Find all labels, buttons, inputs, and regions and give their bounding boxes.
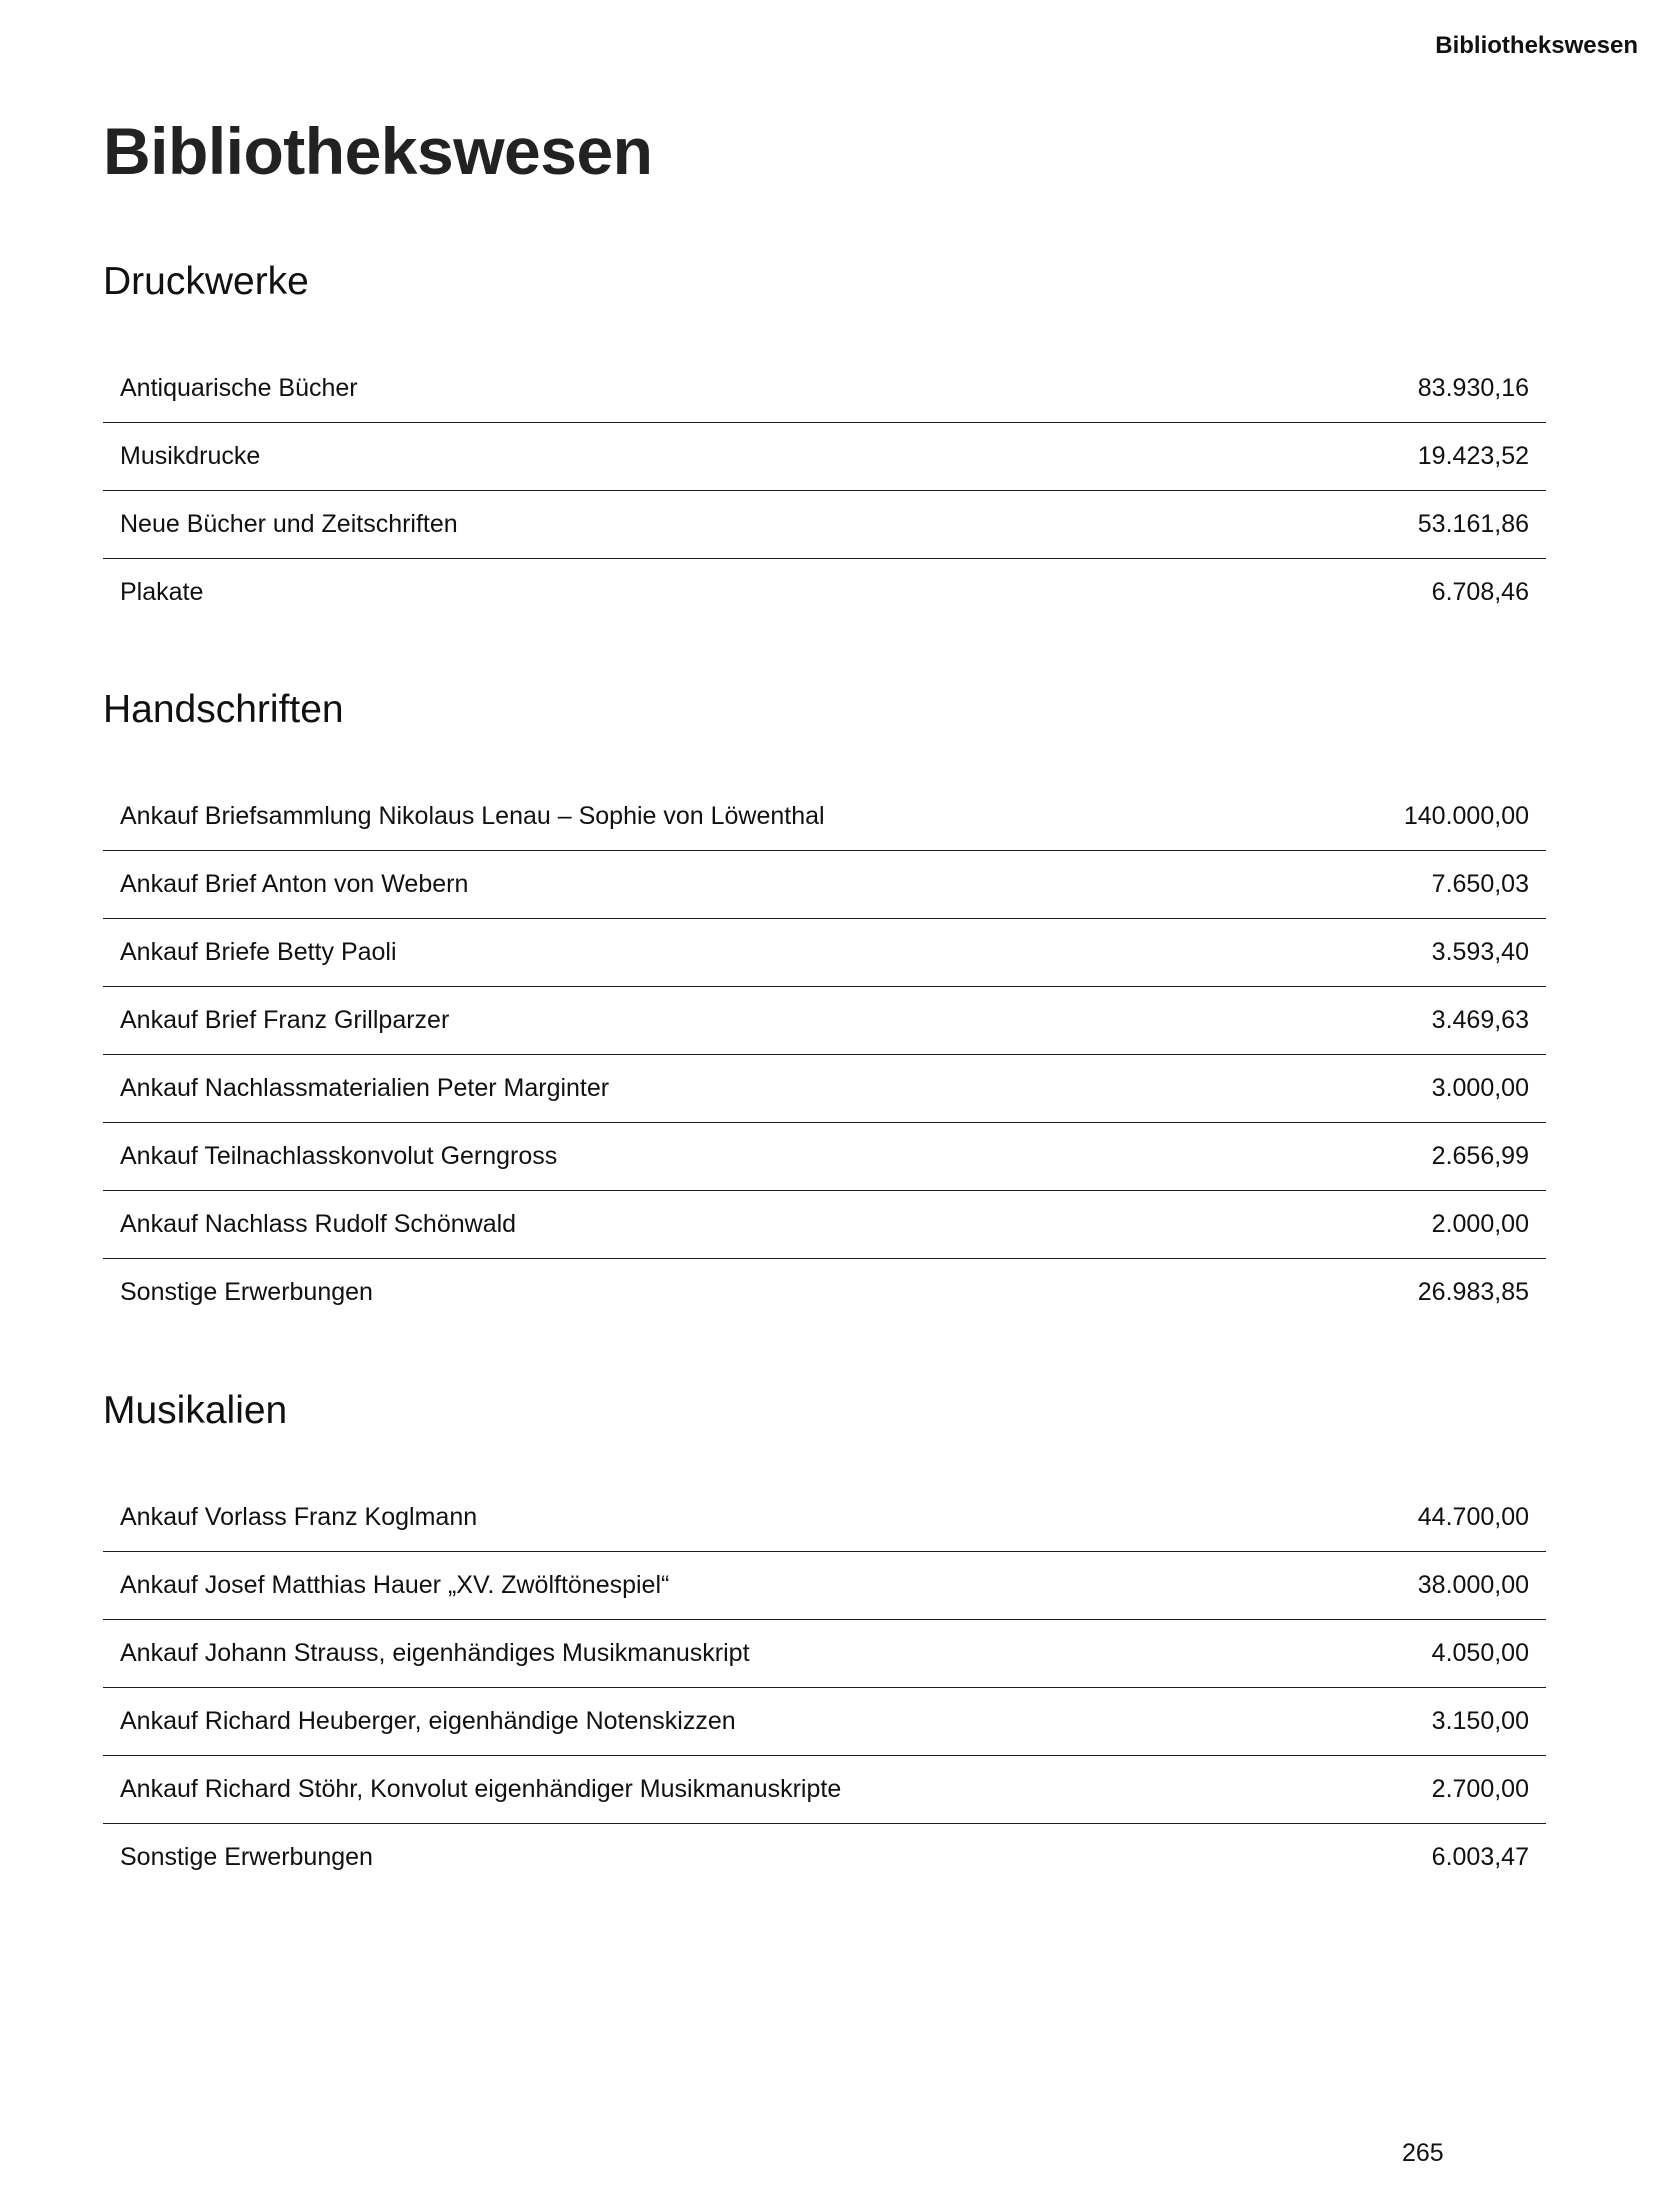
data-table [103,354,1546,626]
row-value: 2.700,00 [1431,1775,1529,1803]
row-value: 6.003,47 [1431,1843,1529,1871]
page-title: Bibliothekswesen [103,114,653,188]
row-value: 83.930,16 [1417,373,1529,402]
row-label: Ankauf Briefsammlung Nikolaus Lenau – Sophie von Löwenthal [120,801,825,830]
table-row [103,918,1546,986]
row-label: Ankauf Nachlassmaterialien Peter Marginter [120,1074,610,1102]
table-row [103,850,1546,918]
row-label: Ankauf Johann Strauss, eigenhändiges Musikmanuskript [120,1639,750,1667]
table-row [103,986,1546,1054]
running-header: Bibliothekswesen [1435,32,1638,59]
table-row [103,1755,1546,1823]
row-label: Ankauf Richard Stöhr, Konvolut eigenhändiger Musikmanuskripte [120,1775,842,1803]
row-label: Musikdrucke [120,442,261,470]
row-value: 3.150,00 [1431,1707,1529,1735]
row-label: Ankauf Briefe Betty Paoli [120,938,397,966]
row-label: Ankauf Josef Matthias Hauer „XV. Zwölftönespiel“ [120,1571,670,1599]
row-label: Plakate [120,578,204,606]
row-label: Ankauf Teilnachlasskonvolut Gerngross [120,1142,558,1170]
table-row [103,782,1546,850]
row-value: 2.000,00 [1431,1210,1529,1238]
table-row [103,1258,1546,1326]
row-value: 6.708,46 [1431,578,1529,606]
row-label: Sonstige Erwerbungen [120,1843,373,1871]
table-row [103,1551,1546,1619]
row-value: 19.423,52 [1417,442,1529,470]
section-handschriften [103,688,1546,1306]
table-row [103,1823,1546,1891]
table-row [103,1190,1546,1258]
section-heading: Druckwerke [103,260,309,303]
section-heading: Musikalien [103,1389,288,1432]
row-label: Ankauf Richard Heuberger, eigenhändige Notenskizzen [120,1707,736,1735]
table-row [103,1619,1546,1687]
row-label: Sonstige Erwerbungen [120,1278,373,1306]
table-row [103,422,1546,490]
table-row [103,1122,1546,1190]
row-value: 3.469,63 [1431,1006,1529,1034]
row-value: 2.656,99 [1431,1142,1529,1170]
table-row [103,1483,1546,1551]
page-number: 265 [1402,2139,1444,2167]
table-row [103,1054,1546,1122]
row-value: 4.050,00 [1431,1639,1529,1667]
row-value: 26.983,85 [1417,1278,1529,1306]
data-table [103,782,1546,1326]
row-label: Ankauf Brief Franz Grillparzer [120,1006,450,1034]
row-value: 38.000,00 [1417,1571,1529,1599]
table-row [103,354,1546,422]
row-value: 53.161,86 [1417,510,1529,538]
section-musikalien [103,1389,1546,1871]
row-label: Neue Bücher und Zeitschriften [120,510,458,538]
row-value: 140.000,00 [1403,801,1529,830]
row-label: Ankauf Nachlass Rudolf Schönwald [120,1210,517,1238]
row-value: 7.650,03 [1431,870,1529,898]
table-row [103,490,1546,558]
row-label: Ankauf Brief Anton von Webern [120,870,469,898]
row-label: Antiquarische Bücher [120,373,358,402]
row-value: 44.700,00 [1417,1502,1529,1531]
row-value: 3.000,00 [1431,1074,1529,1102]
data-table [103,1483,1546,1891]
section-druckwerke [103,260,1546,606]
table-row [103,1687,1546,1755]
section-heading: Handschriften [103,688,344,731]
row-value: 3.593,40 [1431,938,1529,966]
table-row [103,558,1546,626]
row-label: Ankauf Vorlass Franz Koglmann [120,1502,478,1531]
